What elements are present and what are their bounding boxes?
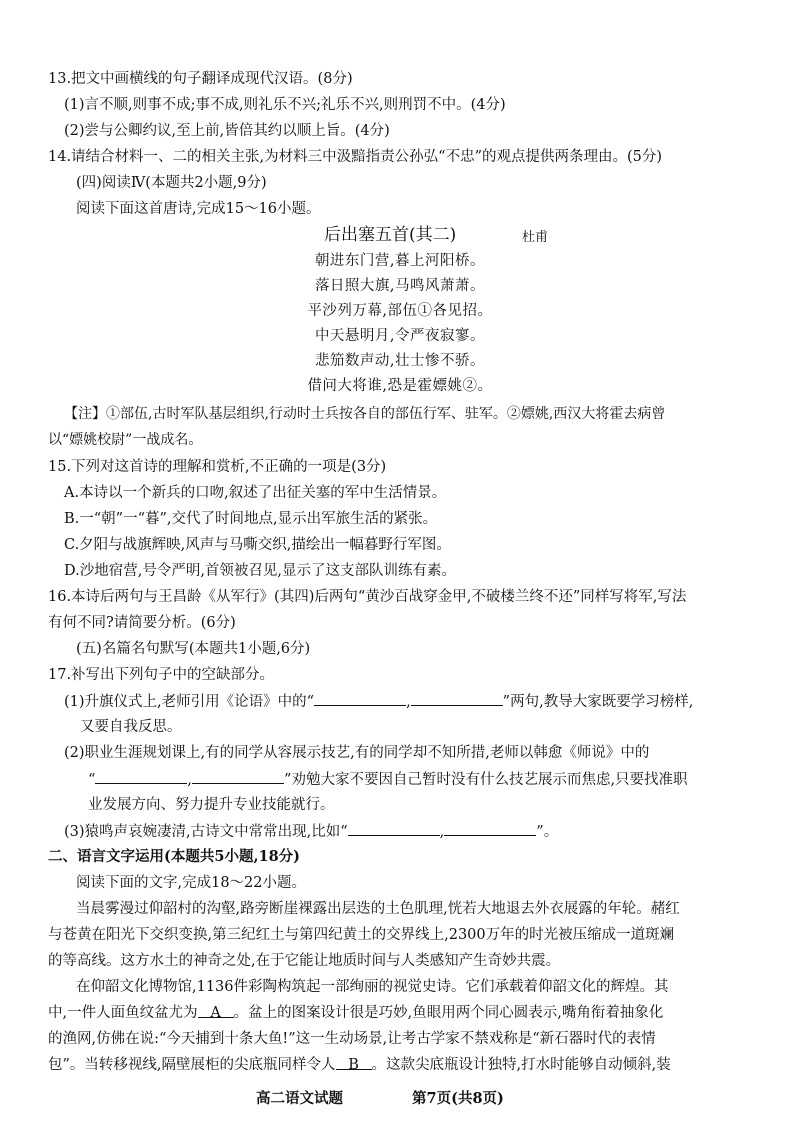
q16-stem-cont: 有何不同?请简要分析。(6分) bbox=[48, 615, 236, 631]
q17-item3-pre: (3)猿鸣声哀婉凄清,古诗文中常常出现,比如“ bbox=[64, 824, 348, 840]
passage-line bbox=[48, 1003, 663, 1023]
poem-line: 借问大将谁,恐是霍嫖姚②。 bbox=[307, 378, 493, 394]
passage-text: 包”。当转移视线,隔壁展柜的尖底瓶同样令人 bbox=[48, 1057, 336, 1073]
answer-blank[interactable] bbox=[95, 769, 187, 784]
part2-heading: 二、语言文字运用(本题共5小题,18分) bbox=[48, 848, 301, 865]
section5-heading: (五)名篇名句默写(本题共1小题,6分) bbox=[76, 641, 311, 657]
poem-line: 朝进东门营,暮上河阳桥。 bbox=[314, 253, 486, 269]
poem-line: 悲笳数声动,壮士惨不骄。 bbox=[314, 353, 486, 369]
poem-author: 杜甫 bbox=[522, 230, 549, 245]
q17-item2-post: ”劝勉大家不要因自己暂时没有什么技艺展示而焦虑,只要找准职 bbox=[284, 772, 688, 788]
q14-stem: 14.请结合材料一、二的相关主张,为材料三中汲黯指责公孙弘“不忠”的观点提供两条理由。(5分) bbox=[48, 149, 663, 165]
part2-instruction: 阅读下面的文字,完成18～22小题。 bbox=[76, 875, 307, 891]
q17-item1-cont: 又要自我反思。 bbox=[80, 719, 182, 735]
answer-blank[interactable] bbox=[348, 821, 440, 836]
poem-title: 后出塞五首(其二) bbox=[324, 225, 457, 245]
passage-line: 与苍黄在阳光下交织变换,第三纪红土与第四纪黄土的交界线上,2300万年的时光被压缩成一道斑斓 bbox=[48, 927, 675, 943]
q17-item2-pre: “ bbox=[88, 772, 96, 788]
q17-item2-cont: 业发展方向、努力提升专业技能就行。 bbox=[88, 797, 335, 813]
q17-item1-post: ”两句,教导大家既要学习榜样, bbox=[502, 694, 694, 710]
poem-note-cont: 以“嫖姚校尉”一战成名。 bbox=[48, 432, 203, 448]
q17-item2-line2 bbox=[88, 769, 688, 790]
passage-text: 。盆上的图案设计很是巧妙,鱼眼用两个同心圆表示,嘴角衔着抽象化 bbox=[233, 1005, 664, 1021]
passage-text: 中,一件人面鱼纹盆尤为 bbox=[48, 1005, 198, 1021]
footer-page-number: 第7页(共8页) bbox=[412, 1090, 504, 1107]
q15-option-c: C.夕阳与战旗辉映,风声与马嘶交织,描绘出一幅暮野行军图。 bbox=[64, 537, 451, 553]
q17-item3 bbox=[64, 821, 558, 842]
q15-option-a: A.本诗以一个新兵的口吻,叙述了出征关塞的军中生活情景。 bbox=[64, 485, 447, 501]
section4-heading: (四)阅读Ⅳ(本题共2小题,9分) bbox=[76, 175, 267, 191]
q17-item3-sep: , bbox=[439, 824, 445, 840]
q17-item1-pre: (1)升旗仪式上,老师引用《论语》中的“ bbox=[64, 694, 315, 710]
answer-blank-b[interactable]: B bbox=[336, 1055, 372, 1070]
q17-item2-sep: , bbox=[187, 772, 193, 788]
q17-item3-post: ”。 bbox=[536, 824, 559, 840]
q15-option-b: B.一“朝”一“暮”,交代了时间地点,显示出军旅生活的紧张。 bbox=[64, 511, 438, 527]
q16-stem: 16.本诗后两句与王昌龄《从军行》(其四)后两句“黄沙百战穿金甲,不破楼兰终不还”同样写将军,写法 bbox=[48, 589, 687, 605]
q17-item1 bbox=[64, 691, 693, 712]
q13-stem: 13.把文中画横线的句子翻译成现代汉语。(8分) bbox=[48, 71, 353, 87]
q17-stem: 17.补写出下列句子中的空缺部分。 bbox=[48, 667, 275, 683]
answer-blank[interactable] bbox=[411, 691, 503, 706]
passage-line: 的等高线。这方水土的神奇之处,在于它能让地质时间与人类感知产生奇妙共震。 bbox=[48, 953, 561, 969]
q15-option-d: D.沙地宿营,号令严明,首领被召见,显示了这支部队训练有素。 bbox=[64, 563, 457, 579]
section4-instruction: 阅读下面这首唐诗,完成15～16小题。 bbox=[76, 201, 321, 217]
passage-line: 当晨雾漫过仰韶村的沟壑,路旁断崖裸露出层迭的土色肌理,恍若大地退去外衣展露的年轮。赭红 bbox=[76, 901, 680, 917]
poem-line: 落日照大旗,马鸣风萧萧。 bbox=[314, 278, 486, 294]
answer-blank[interactable] bbox=[192, 769, 284, 784]
q15-stem: 15.下列对这首诗的理解和赏析,不正确的一项是(3分) bbox=[48, 459, 387, 475]
answer-blank[interactable] bbox=[444, 821, 536, 836]
footer-subject: 高二语文试题 bbox=[256, 1090, 343, 1107]
answer-blank-a[interactable]: A bbox=[198, 1003, 234, 1018]
q17-item2: (2)职业生涯规划课上,有的同学从容展示技艺,有的同学却不知所措,老师以韩愈《师说》中的 bbox=[64, 745, 650, 761]
q17-item1-sep: , bbox=[406, 694, 411, 710]
poem-note: 【注】①部伍,古时军队基层组织,行动时士兵按各自的部伍行军、驻军。②嫖姚,西汉大将霍去病曾 bbox=[64, 406, 666, 422]
passage-line bbox=[48, 1055, 671, 1075]
poem-line: 中天悬明月,令严夜寂寥。 bbox=[314, 328, 486, 344]
q13-item2: (2)尝与公卿约议,至上前,皆倍其约以顺上旨。(4分) bbox=[64, 123, 390, 139]
poem-line: 平沙列万幕,部伍①各见招。 bbox=[307, 303, 493, 319]
q13-item1: (1)言不顺,则事不成;事不成,则礼乐不兴;礼乐不兴,则刑罚不中。(4分) bbox=[64, 97, 506, 113]
passage-text: 。这款尖底瓶设计独特,打水时能够自动倾斜,装 bbox=[371, 1057, 671, 1073]
answer-blank[interactable] bbox=[314, 691, 406, 706]
passage-line: 的渔网,仿佛在说:“今天捕到十条大鱼!”这一生动场景,让考古学家不禁戏称是“新石器时代的表情 bbox=[48, 1031, 656, 1047]
passage-line: 在仰韶文化博物馆,1136件彩陶构筑起一部绚丽的视觉史诗。它们承载着仰韶文化的辉煌。其 bbox=[76, 979, 669, 995]
